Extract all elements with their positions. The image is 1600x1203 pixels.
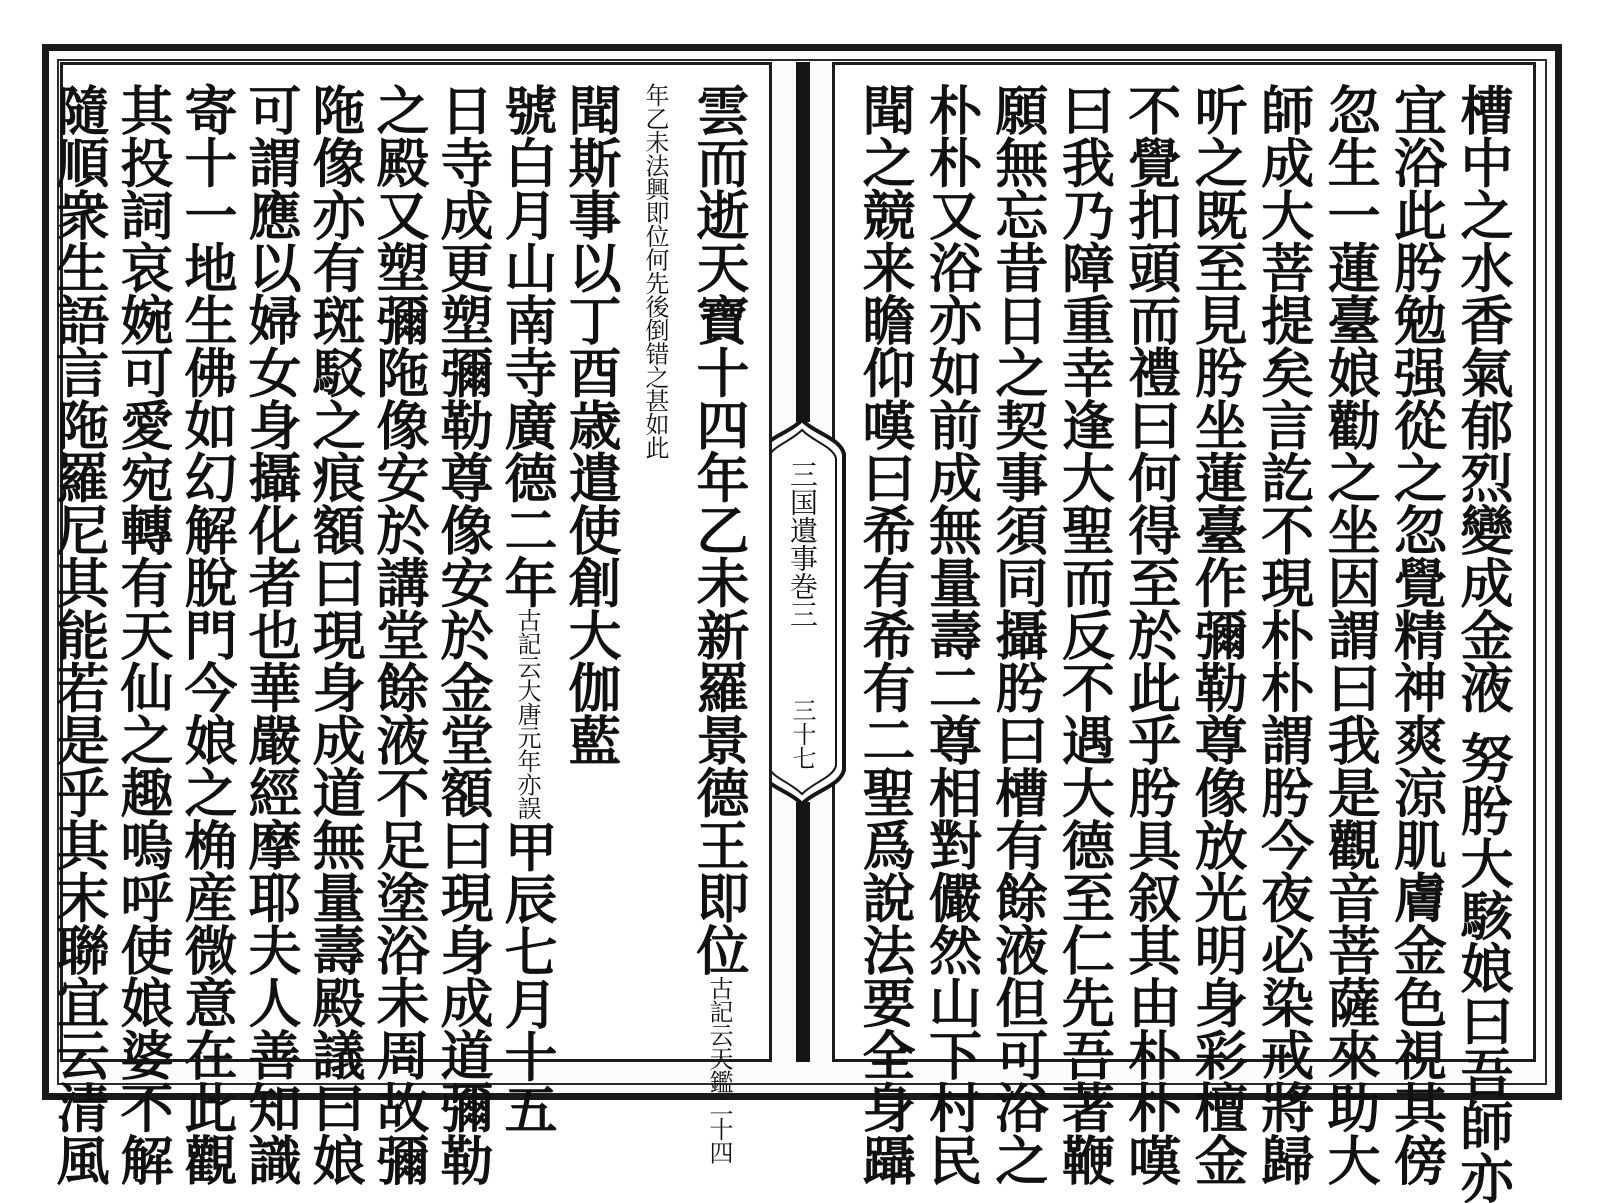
text-column [495, 83, 559, 1135]
text-column: 不覺扣頭而禮曰何得至於此乎肹具叙其由朴朴嘆 [1119, 83, 1182, 1186]
text-column: 寄十一地生佛如幻解脫門今娘之桷産微意在此觀 [176, 83, 238, 1186]
annotation-note: 年乙未法興即位何先後倒错之甚如此 [641, 83, 669, 459]
gutter-bar-top [796, 62, 810, 422]
text-column: 朴朴又浴亦如前成無量壽二尊相對儼然山下村民 [920, 83, 983, 1186]
annotation-note: 古記云天鑑二十四 [705, 975, 733, 1164]
text-column: 曰我乃障重幸逢大聖而反不遇大德至仁先吾著鞭 [1053, 83, 1116, 1186]
text-column: 願無忘昔日之契事須同攝肹曰槽有餘液但可浴之 [986, 83, 1049, 1186]
annotation-note: 古記云大唐元年亦誤 [513, 608, 541, 820]
text-column: 陁像亦有斑駁之痕額曰現身成道無量壽殿議曰娘 [304, 83, 366, 1186]
volume-title: 三国遺事巻三 [786, 460, 819, 628]
text-column: 可謂應以婦女身攝化者也華嚴經摩耶夫人善知識 [240, 83, 302, 1186]
text-column: 宜浴此肹勉强從之忽覺精神爽涼肌膚金色視其傍 [1385, 83, 1448, 1186]
gutter-bar-bottom [796, 802, 810, 1062]
text-column [687, 83, 751, 1164]
text-column [559, 83, 623, 1043]
text-column: 其投詞哀婉可愛宛轉有天仙之趣嗚呼使娘婆不解 [112, 83, 174, 1186]
text-column: 之殿又塑彌陁像安於講堂餘液不足塗浴未周故彌 [368, 83, 430, 1186]
text-column [623, 83, 687, 1043]
column-text: 聞斯事以丁酉歳遣使創大伽藍 [560, 83, 622, 766]
text-column: 槽中之水香氣郁烈變成金液 努肹大駭娘曰吾師亦 [1451, 83, 1514, 1203]
text-column: 師成大菩提矣言訖不現朴朴謂肹今夜必染戒將歸 [1252, 83, 1315, 1186]
text-column: 日寺成更塑彌勒尊像安於金堂額曰現身成道彌勒 [432, 83, 494, 1186]
left-page [48, 62, 772, 1186]
column-text: 號白月山南寺廣德二年 [496, 83, 558, 608]
page-number: 三十七 [788, 698, 816, 770]
column-text-tail: 甲辰七月十五 [496, 819, 558, 1135]
text-column: 听之既至見肹坐蓮臺作彌勒尊像放光明身彩檀金 [1186, 83, 1249, 1186]
column-text: 雲而逝天寶十四年乙未新羅景德王即位 [688, 83, 750, 976]
text-column: 忽生一蓮臺娘勸之坐因謂曰我是觀音菩薩來助大 [1319, 83, 1382, 1186]
center-gutter [772, 62, 832, 1062]
text-column: 聞之競来瞻仰嘆曰希有希有二聖爲說法要全身躡 [854, 83, 916, 1186]
text-column: 隨順衆生語言陁羅尼其能若是乎其末聯宜云清風 [48, 83, 110, 1186]
right-page [832, 62, 1536, 1203]
